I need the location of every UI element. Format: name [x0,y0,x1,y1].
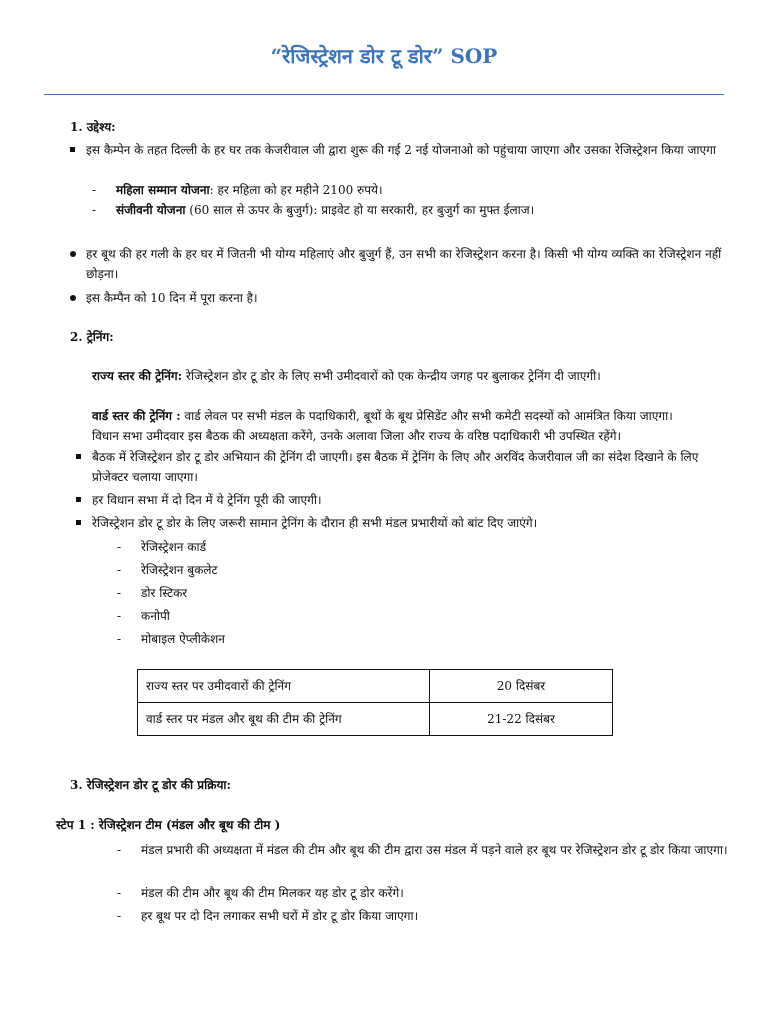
ward-training [92,406,738,426]
objective-point: इस कैम्पैन को 10 दिन में पूरा करना है। [86,288,726,308]
material-item: - रेजिस्ट्रेशन कार्ड [141,537,206,557]
table-row [138,670,613,703]
material-item: - मोबाइल ऐप्लीकेशन [141,629,225,649]
training-point: रेजिस्ट्रेशन डोर टू डोर के लिए जरूरी सामान ट्रेनिंग के दौरान ही सभी मंडल प्रभारीयों को बांट दिए जाएंगे। [92,513,728,533]
objective-point: हर बूथ की हर गली के हर घर में जितनी भी योग्य महिलाएं और बुजुर्ग हैं, उन सभी का रेजिस्ट्रेशन करना है। किसी भी योग्य व्यक्ति का रेजिस्ट्रेशन नहीं छोड़ना। [86,244,726,284]
step-1-heading: स्टेप 1 : रेजिस्ट्रेशन टीम (मंडल और बूथ की टीम ) [56,818,281,832]
ward-training-text-2: विधान सभा उमीदवार इस बैठक की अध्यक्षता करेंगे, उनके अलावा जिला और राज्य के वरिष्ठ पदाधिकारी भी उपस्थित रहेंगे। [92,429,622,443]
training-point: बैठक में रेजिस्ट्रेशन डोर टू डोर अभियान की ट्रेनिंग दी जाएगी। इस बैठक में ट्रेनिंग के लिए और अरविंद केजरीवाल जी का संदेश दिखाने के लिए प्रोजेक्टर चलाया जाएगा। [92,447,728,487]
step-item: - मंडल की टीम और बूथ की टीम मिलकर यह डोर टू डोर करेंगे। [141,883,729,903]
objective-intro: इस कैम्पेन के तहत दिल्ली के हर घर तक केजरीवाल जी द्वारा शुरू की गई 2 नई योजनाओ को पहुंचाया जाएगा और उसका रेजिस्ट्रेशन किया जाएगा [86,140,726,160]
table-cell-label: राज्य स्तर पर उमीदवारों की ट्रेनिंग [138,670,430,703]
scheme-name: महिला सम्मान योजना [116,183,210,197]
table-cell-date: 20 दिसंबर [430,670,613,703]
material-item: - डोर स्टिकर [141,583,187,603]
material-item: - कनोपी [141,606,170,626]
section-2-heading: 2. ट्रेनिंग: [70,330,114,344]
state-training [92,366,732,386]
table-cell-label: वार्ड स्तर पर मंडल और बूथ की टीम की ट्रेनिंग [138,703,430,736]
scheme-desc: (60 साल से ऊपर के बुजुर्ग): प्राइवेट हो या सरकारी, हर बुजुर्ग का मुफ्त ईलाज। [185,203,535,217]
title-divider [44,94,724,95]
scheme-desc: : हर महिला को हर महीने 2100 रुपये। [209,183,383,197]
step-item: - हर बूथ पर दो दिन लगाकर सभी घरों में डोर टू डोर किया जाएगा। [141,906,729,926]
scheme-item [116,200,716,220]
state-training-label: राज्य स्तर की ट्रेनिंग: [92,369,183,383]
state-training-text: रेजिस्ट्रेशन डोर टू डोर के लिए सभी उमीदवारों को एक केन्द्रीय जगह पर बुलाकर ट्रेनिंग दी जाएगी। [182,369,601,383]
training-schedule-table [137,669,613,736]
step-item: - मंडल प्रभारी की अध्यक्षता में मंडल की टीम और बूथ की टीम द्वारा उस मंडल में पड़ने वाले हर बूथ पर रेजिस्ट्रेशन डोर टू डोर किया जाएगा। [141,840,729,860]
ward-training-text: वार्ड लेवल पर सभी मंडल के पदाधिकारी, बूथों के बूथ प्रेसिडेंट और सभी कमेटी सदस्यों को आमंत्रित किया जाएगा। [180,409,673,423]
scheme-item [116,180,716,200]
section-3-heading: 3. रेजिस्ट्रेशन डोर टू डोर की प्रक्रिया: [70,778,231,792]
document-title: “रेजिस्ट्रेशन डोर टू डोर” SOP [270,44,498,68]
table-cell-date: 21-22 दिसंबर [430,703,613,736]
section-1-heading: 1. उद्देश्य: [70,120,116,134]
ward-training-label: वार्ड स्तर की ट्रेनिंग : [92,409,181,423]
table-row [138,703,613,736]
material-item: - रेजिस्ट्रेशन बुकलेट [141,560,218,580]
scheme-name: संजीवनी योजना [116,203,186,217]
training-point: हर विधान सभा में दो दिन में ये ट्रेनिंग पूरी की जाएगी। [92,490,728,510]
